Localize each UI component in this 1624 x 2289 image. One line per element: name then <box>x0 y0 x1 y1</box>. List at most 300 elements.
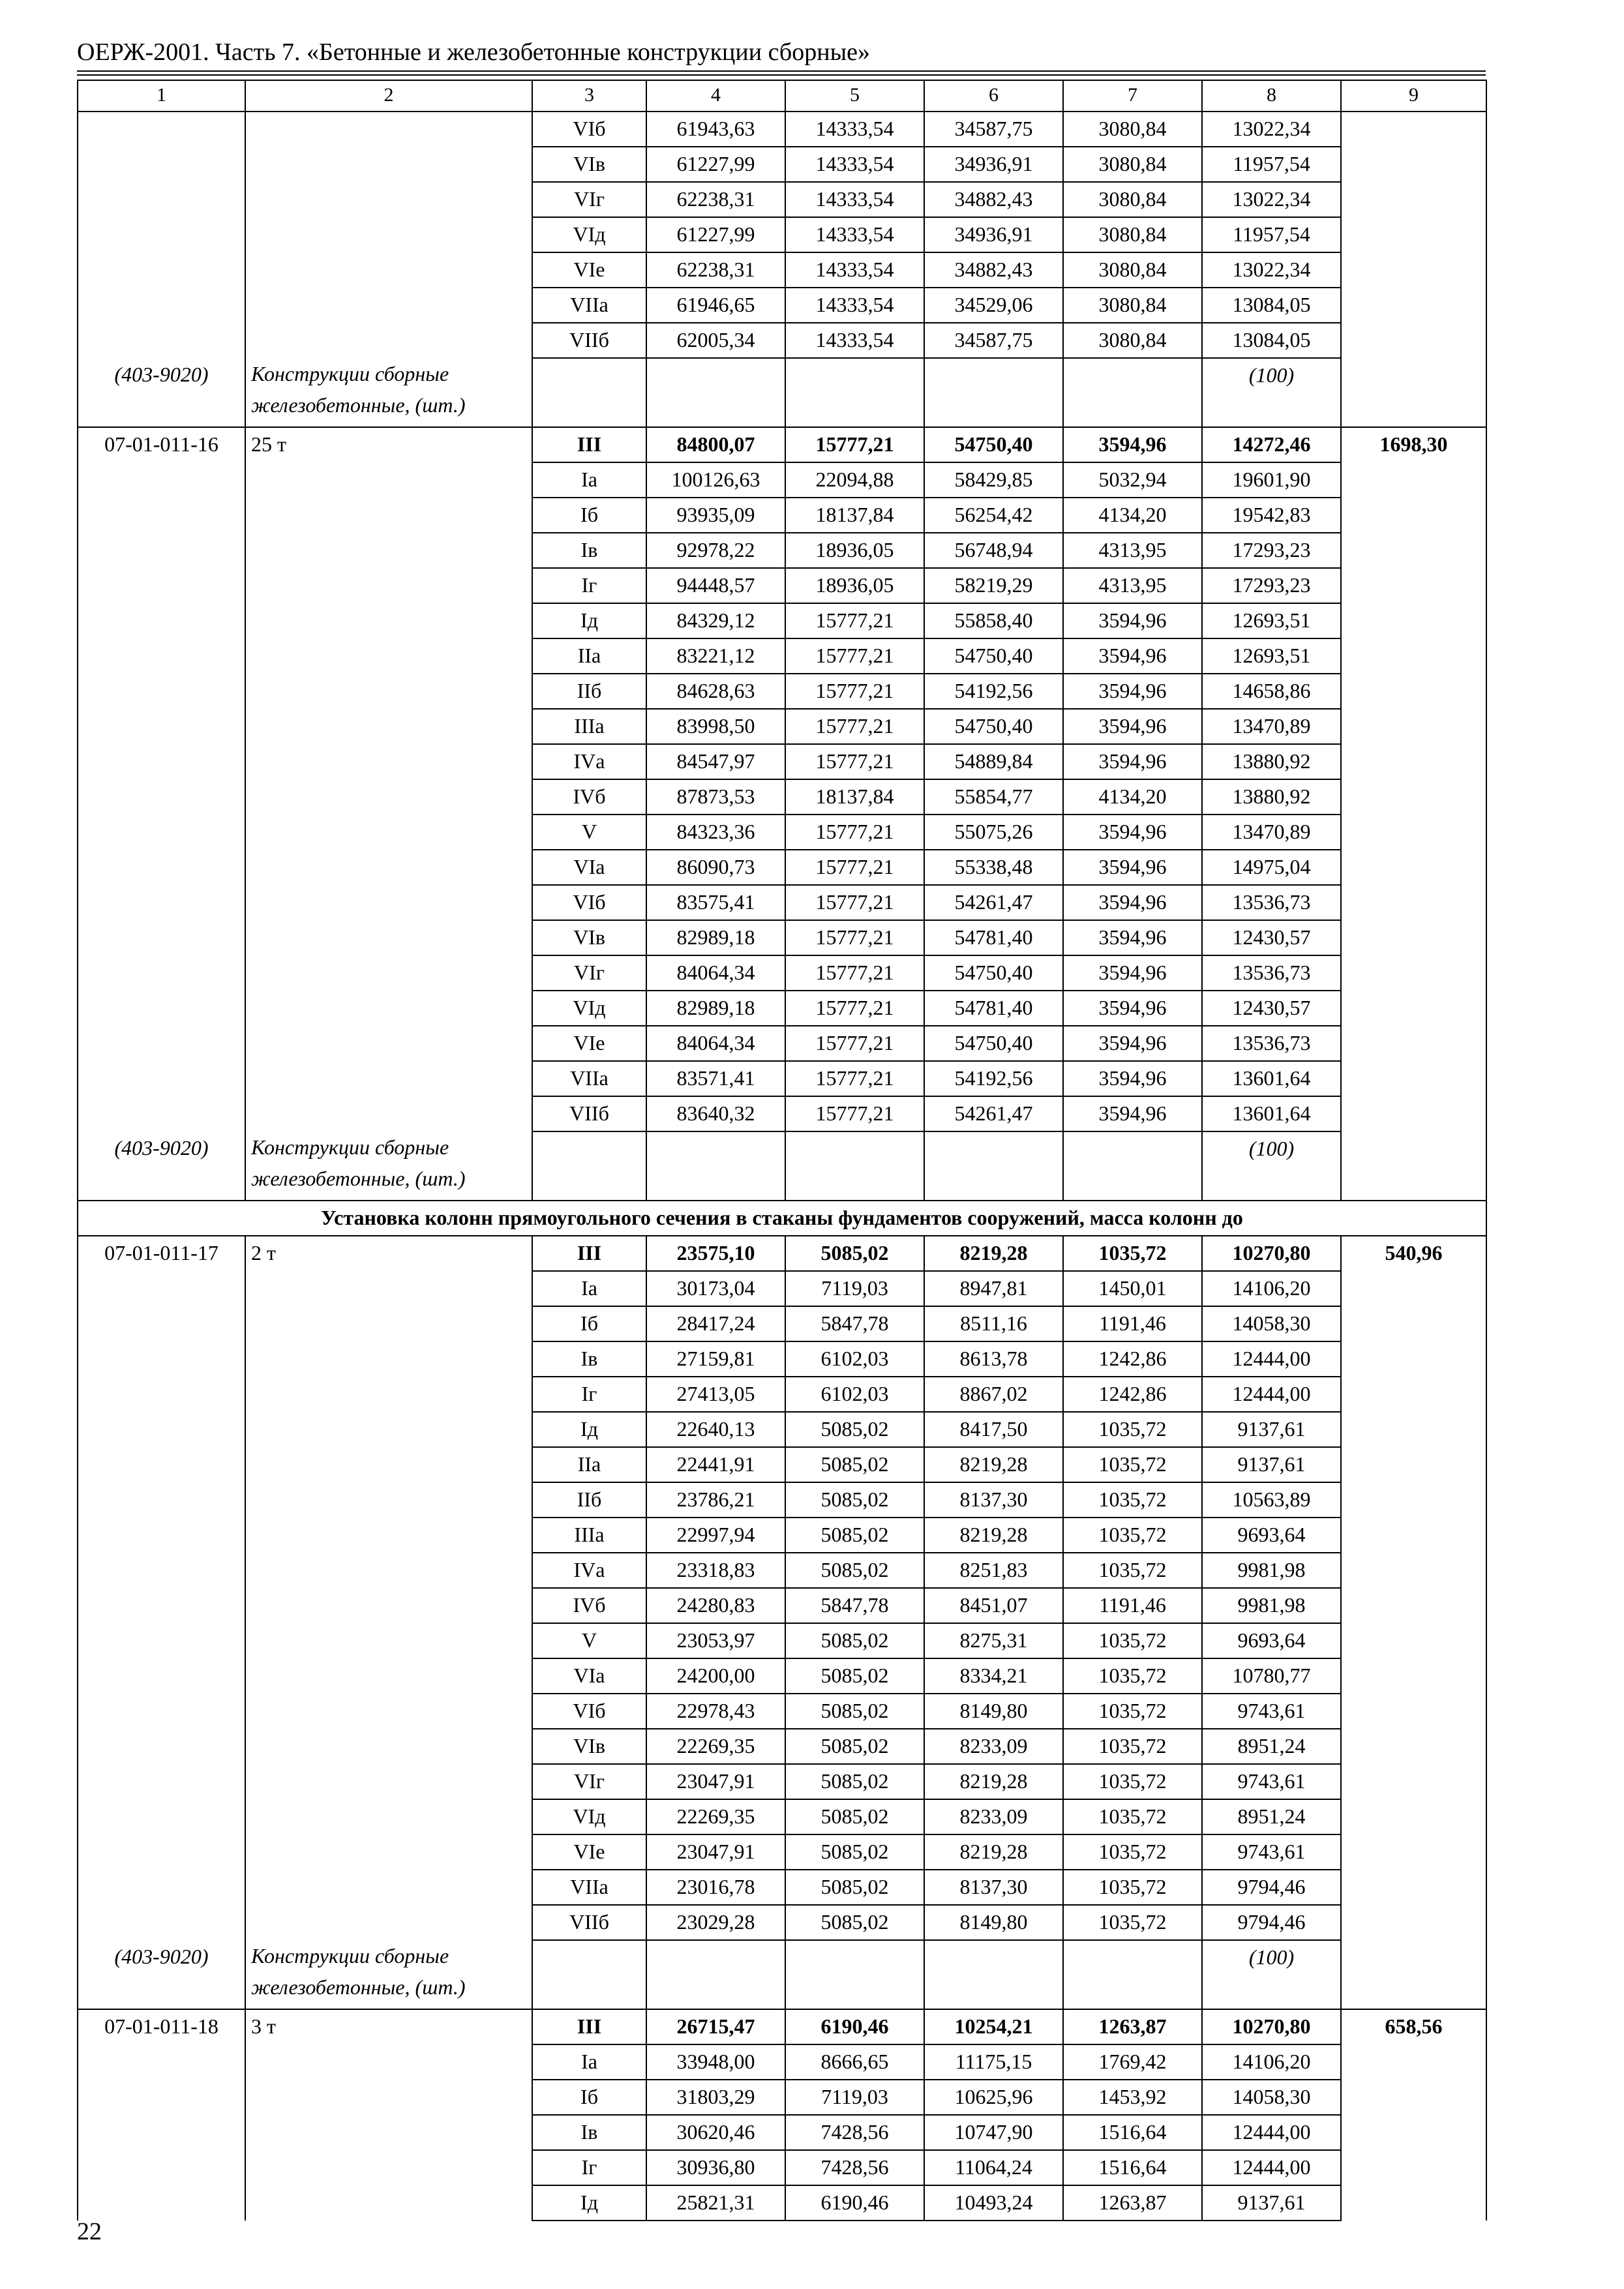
price-value: 10780,77 <box>1202 1658 1341 1694</box>
empty-cell <box>245 462 532 498</box>
price-value: 34587,75 <box>924 112 1063 147</box>
table-row <box>78 709 1486 744</box>
price-value: 8219,28 <box>924 1236 1063 1271</box>
resource-name-line: железобетонные, (шт.) <box>251 1975 466 1999</box>
price-value: 9743,61 <box>1202 1834 1341 1870</box>
price-value: 13880,92 <box>1202 744 1341 779</box>
empty-cell <box>245 533 532 568</box>
empty-cell <box>1341 885 1486 920</box>
table-row <box>78 288 1486 323</box>
empty-cell <box>245 1412 532 1447</box>
price-value: 61943,63 <box>646 112 785 147</box>
price-value: 8219,28 <box>924 1518 1063 1553</box>
empty-cell <box>245 1026 532 1061</box>
table-row <box>78 252 1486 288</box>
region-code: Iд <box>532 1412 646 1447</box>
empty-cell <box>78 288 245 323</box>
empty-cell <box>1341 1271 1486 1306</box>
table-row <box>78 920 1486 955</box>
price-value: 1242,86 <box>1063 1341 1202 1377</box>
price-value: 15777,21 <box>785 850 924 885</box>
price-value: 14333,54 <box>785 323 924 358</box>
price-value: 87873,53 <box>646 779 785 815</box>
price-value: 23575,10 <box>646 1236 785 1271</box>
table-row <box>78 182 1486 217</box>
empty-cell <box>78 1026 245 1061</box>
empty-cell <box>1063 1940 1202 2009</box>
empty-cell <box>1341 462 1486 498</box>
empty-cell <box>245 2080 532 2115</box>
price-value: 24200,00 <box>646 1658 785 1694</box>
price-value: 22997,94 <box>646 1518 785 1553</box>
empty-cell <box>646 1940 785 2009</box>
empty-cell <box>245 1096 532 1131</box>
empty-cell <box>78 1271 245 1306</box>
region-code: Iг <box>532 1377 646 1412</box>
empty-cell <box>1341 568 1486 603</box>
price-value: 13601,64 <box>1202 1061 1341 1096</box>
price-value: 1035,72 <box>1063 1412 1202 1447</box>
price-value: 8451,07 <box>924 1588 1063 1623</box>
empty-cell <box>245 288 532 323</box>
price-value: 54781,40 <box>924 991 1063 1026</box>
empty-cell <box>245 1658 532 1694</box>
region-code: Iа <box>532 2044 646 2080</box>
price-value: 14658,86 <box>1202 674 1341 709</box>
empty-cell <box>245 744 532 779</box>
price-value: 19542,83 <box>1202 498 1341 533</box>
empty-cell <box>1341 2150 1486 2185</box>
price-value: 9137,61 <box>1202 1447 1341 1482</box>
labor-value: 658,56 <box>1341 2009 1486 2044</box>
price-value: 5085,02 <box>785 1518 924 1553</box>
price-value: 12693,51 <box>1202 603 1341 638</box>
price-value: 14106,20 <box>1202 1271 1341 1306</box>
price-value: 14975,04 <box>1202 850 1341 885</box>
price-value: 4313,95 <box>1063 533 1202 568</box>
price-value: 3594,96 <box>1063 1096 1202 1131</box>
empty-cell <box>78 955 245 991</box>
empty-cell <box>245 1588 532 1623</box>
region-code: Iд <box>532 2185 646 2221</box>
region-code: IIIа <box>532 1518 646 1553</box>
price-value: 1035,72 <box>1063 1518 1202 1553</box>
empty-cell <box>1341 182 1486 217</box>
price-value: 1035,72 <box>1063 1764 1202 1799</box>
price-value: 11957,54 <box>1202 147 1341 182</box>
empty-cell <box>1341 991 1486 1026</box>
region-code: Iв <box>532 2115 646 2150</box>
table-row <box>78 1341 1486 1377</box>
price-value: 3080,84 <box>1063 288 1202 323</box>
price-value: 8417,50 <box>924 1412 1063 1447</box>
empty-cell <box>78 1482 245 1518</box>
empty-cell <box>646 358 785 427</box>
price-value: 3594,96 <box>1063 638 1202 674</box>
price-value: 8867,02 <box>924 1377 1063 1412</box>
empty-cell <box>1063 1131 1202 1201</box>
price-value: 12444,00 <box>1202 2115 1341 2150</box>
table-row <box>78 1026 1486 1061</box>
price-value: 84064,34 <box>646 1026 785 1061</box>
resource-quantity: (100) <box>1202 1131 1341 1201</box>
price-value: 7119,03 <box>785 1271 924 1306</box>
table-row <box>78 638 1486 674</box>
price-value: 15777,21 <box>785 885 924 920</box>
price-value: 23053,97 <box>646 1623 785 1658</box>
table-row <box>78 885 1486 920</box>
region-code: Iв <box>532 533 646 568</box>
price-value: 23047,91 <box>646 1834 785 1870</box>
empty-cell <box>78 1764 245 1799</box>
price-value: 34936,91 <box>924 147 1063 182</box>
price-value: 1453,92 <box>1063 2080 1202 2115</box>
table-row <box>78 779 1486 815</box>
price-value: 27159,81 <box>646 1341 785 1377</box>
price-value: 3080,84 <box>1063 112 1202 147</box>
empty-cell <box>1341 779 1486 815</box>
price-value: 1035,72 <box>1063 1834 1202 1870</box>
region-code: Iв <box>532 1341 646 1377</box>
price-value: 10270,80 <box>1202 1236 1341 1271</box>
table-row <box>78 1799 1486 1834</box>
price-value: 15777,21 <box>785 427 924 462</box>
header-rule <box>77 70 1486 72</box>
price-value: 3594,96 <box>1063 1026 1202 1061</box>
table-row <box>78 1412 1486 1447</box>
price-value: 7428,56 <box>785 2115 924 2150</box>
empty-cell <box>245 991 532 1026</box>
price-value: 4134,20 <box>1063 779 1202 815</box>
price-value: 10563,89 <box>1202 1482 1341 1518</box>
empty-cell <box>245 252 532 288</box>
price-value: 8219,28 <box>924 1834 1063 1870</box>
price-value: 12430,57 <box>1202 991 1341 1026</box>
price-value: 25821,31 <box>646 2185 785 2221</box>
region-code: VIд <box>532 217 646 252</box>
empty-cell <box>245 1377 532 1412</box>
table-row <box>78 1694 1486 1729</box>
region-code: VIв <box>532 147 646 182</box>
price-value: 5085,02 <box>785 1447 924 1482</box>
empty-cell <box>1341 1940 1486 2009</box>
price-value: 5085,02 <box>785 1799 924 1834</box>
resource-name-line: Конструкции сборные <box>251 1135 449 1159</box>
price-value: 12444,00 <box>1202 1377 1341 1412</box>
price-value: 23318,83 <box>646 1553 785 1588</box>
price-value: 58429,85 <box>924 462 1063 498</box>
table-row <box>78 1834 1486 1870</box>
price-value: 54750,40 <box>924 955 1063 991</box>
item-code: 07-01-011-18 <box>78 2009 245 2044</box>
price-value: 7428,56 <box>785 2150 924 2185</box>
empty-cell <box>1341 1905 1486 1940</box>
price-value: 5085,02 <box>785 1870 924 1905</box>
empty-cell <box>1341 744 1486 779</box>
empty-cell <box>78 638 245 674</box>
price-value: 54750,40 <box>924 1026 1063 1061</box>
empty-cell <box>245 603 532 638</box>
empty-cell <box>1341 2044 1486 2080</box>
price-value: 15777,21 <box>785 815 924 850</box>
empty-cell <box>245 1061 532 1096</box>
empty-cell <box>1341 533 1486 568</box>
price-value: 8511,16 <box>924 1306 1063 1341</box>
empty-cell <box>1341 1131 1486 1201</box>
region-code: IVб <box>532 779 646 815</box>
table-row <box>78 1518 1486 1553</box>
price-value: 8275,31 <box>924 1623 1063 1658</box>
price-value: 54781,40 <box>924 920 1063 955</box>
price-value: 3080,84 <box>1063 217 1202 252</box>
empty-cell <box>78 147 245 182</box>
resource-name-line: железобетонные, (шт.) <box>251 1167 466 1190</box>
table-row <box>78 991 1486 1026</box>
price-value: 62005,34 <box>646 323 785 358</box>
empty-cell <box>785 1131 924 1201</box>
empty-cell <box>78 1518 245 1553</box>
price-value: 83640,32 <box>646 1096 785 1131</box>
price-value: 23786,21 <box>646 1482 785 1518</box>
empty-cell <box>78 1096 245 1131</box>
empty-cell <box>245 1799 532 1834</box>
empty-cell <box>245 709 532 744</box>
price-value: 23047,91 <box>646 1764 785 1799</box>
price-value: 3594,96 <box>1063 1061 1202 1096</box>
price-value: 61227,99 <box>646 217 785 252</box>
price-value: 15777,21 <box>785 709 924 744</box>
table-row <box>78 1377 1486 1412</box>
price-value: 1516,64 <box>1063 2115 1202 2150</box>
empty-cell <box>78 1694 245 1729</box>
price-value: 9981,98 <box>1202 1588 1341 1623</box>
price-value: 13022,34 <box>1202 182 1341 217</box>
price-value: 9981,98 <box>1202 1553 1341 1588</box>
price-value: 54261,47 <box>924 885 1063 920</box>
section-heading-row <box>78 1201 1486 1236</box>
price-value: 54192,56 <box>924 1061 1063 1096</box>
price-value: 5085,02 <box>785 1694 924 1729</box>
empty-cell <box>78 182 245 217</box>
empty-cell <box>78 533 245 568</box>
region-code: VIе <box>532 252 646 288</box>
empty-cell <box>78 920 245 955</box>
resource-code: (403-9020) <box>78 358 245 427</box>
empty-cell <box>1341 850 1486 885</box>
price-value: 34936,91 <box>924 217 1063 252</box>
table-row <box>78 112 1486 147</box>
empty-cell <box>245 1341 532 1377</box>
price-value: 14333,54 <box>785 182 924 217</box>
empty-cell <box>78 323 245 358</box>
price-value: 56748,94 <box>924 533 1063 568</box>
price-value: 8613,78 <box>924 1341 1063 1377</box>
price-value: 9794,46 <box>1202 1905 1341 1940</box>
price-value: 8149,80 <box>924 1905 1063 1940</box>
empty-cell <box>924 1940 1063 2009</box>
empty-cell <box>245 498 532 533</box>
price-value: 1450,01 <box>1063 1271 1202 1306</box>
price-value: 82989,18 <box>646 920 785 955</box>
price-value: 8334,21 <box>924 1658 1063 1694</box>
region-code: IIб <box>532 674 646 709</box>
price-value: 15777,21 <box>785 955 924 991</box>
price-value: 18936,05 <box>785 533 924 568</box>
price-value: 22269,35 <box>646 1799 785 1834</box>
column-number: 1 <box>78 80 245 112</box>
empty-cell <box>78 1729 245 1764</box>
empty-cell <box>78 1870 245 1905</box>
empty-cell <box>245 147 532 182</box>
price-value: 5085,02 <box>785 1482 924 1518</box>
price-value: 3594,96 <box>1063 850 1202 885</box>
price-value: 15777,21 <box>785 603 924 638</box>
empty-cell <box>1341 2185 1486 2221</box>
empty-cell <box>924 1131 1063 1201</box>
empty-cell <box>1341 1623 1486 1658</box>
region-code: Iг <box>532 2150 646 2185</box>
price-value: 22269,35 <box>646 1729 785 1764</box>
empty-cell <box>78 1588 245 1623</box>
empty-cell <box>1341 498 1486 533</box>
empty-cell <box>78 1658 245 1694</box>
price-value: 11957,54 <box>1202 217 1341 252</box>
price-value: 15777,21 <box>785 1096 924 1131</box>
region-code: VIб <box>532 1694 646 1729</box>
price-value: 8219,28 <box>924 1447 1063 1482</box>
empty-cell <box>1341 2080 1486 2115</box>
price-value: 8251,83 <box>924 1553 1063 1588</box>
price-value: 17293,23 <box>1202 568 1341 603</box>
price-value: 18137,84 <box>785 498 924 533</box>
empty-cell <box>1341 709 1486 744</box>
rates-table <box>77 80 1487 2221</box>
empty-cell <box>1341 674 1486 709</box>
table-row <box>78 2115 1486 2150</box>
empty-cell <box>245 1834 532 1870</box>
empty-cell <box>78 2150 245 2185</box>
empty-cell <box>78 1834 245 1870</box>
region-code: VIIа <box>532 1870 646 1905</box>
empty-cell <box>1341 358 1486 427</box>
table-row <box>78 2044 1486 2080</box>
resource-row <box>78 358 1486 427</box>
region-code: Iа <box>532 1271 646 1306</box>
empty-cell <box>245 112 532 147</box>
table-row <box>78 1553 1486 1588</box>
empty-cell <box>1063 358 1202 427</box>
region-code: IVа <box>532 744 646 779</box>
empty-cell <box>245 779 532 815</box>
price-value: 5085,02 <box>785 1764 924 1799</box>
price-value: 83575,41 <box>646 885 785 920</box>
price-value: 14058,30 <box>1202 1306 1341 1341</box>
region-code: VIIб <box>532 1096 646 1131</box>
empty-cell <box>1341 1658 1486 1694</box>
empty-cell <box>1341 1694 1486 1729</box>
price-value: 5085,02 <box>785 1834 924 1870</box>
price-value: 1035,72 <box>1063 1694 1202 1729</box>
price-value: 1035,72 <box>1063 1870 1202 1905</box>
price-value: 13084,05 <box>1202 323 1341 358</box>
empty-cell <box>78 1412 245 1447</box>
empty-cell <box>1341 1482 1486 1518</box>
column-number: 9 <box>1341 80 1486 112</box>
empty-cell <box>1341 603 1486 638</box>
price-value: 24280,83 <box>646 1588 785 1623</box>
price-value: 3594,96 <box>1063 991 1202 1026</box>
table-row <box>78 533 1486 568</box>
price-value: 1035,72 <box>1063 1236 1202 1271</box>
price-value: 15777,21 <box>785 674 924 709</box>
empty-cell <box>78 815 245 850</box>
price-value: 3594,96 <box>1063 955 1202 991</box>
table-row <box>78 323 1486 358</box>
price-value: 28417,24 <box>646 1306 785 1341</box>
price-value: 14058,30 <box>1202 2080 1341 2115</box>
price-value: 84064,34 <box>646 955 785 991</box>
empty-cell <box>245 1729 532 1764</box>
table-row <box>78 1870 1486 1905</box>
region-code: VIIа <box>532 1061 646 1096</box>
price-value: 11175,15 <box>924 2044 1063 2080</box>
price-value: 9743,61 <box>1202 1694 1341 1729</box>
price-value: 54889,84 <box>924 744 1063 779</box>
table-row <box>78 1729 1486 1764</box>
empty-cell <box>1341 147 1486 182</box>
price-value: 8137,30 <box>924 1870 1063 1905</box>
price-value: 14106,20 <box>1202 2044 1341 2080</box>
empty-cell <box>646 1131 785 1201</box>
region-code: Iд <box>532 603 646 638</box>
resource-quantity: (100) <box>1202 358 1341 427</box>
empty-cell <box>245 920 532 955</box>
price-value: 55075,26 <box>924 815 1063 850</box>
price-value: 33948,00 <box>646 2044 785 2080</box>
price-value: 3594,96 <box>1063 427 1202 462</box>
region-code: VIг <box>532 955 646 991</box>
price-value: 3594,96 <box>1063 709 1202 744</box>
price-value: 3080,84 <box>1063 147 1202 182</box>
empty-cell <box>1341 1096 1486 1131</box>
region-code: VIб <box>532 885 646 920</box>
region-code: VIе <box>532 1834 646 1870</box>
empty-cell <box>245 1764 532 1799</box>
price-value: 3080,84 <box>1063 252 1202 288</box>
price-value: 3594,96 <box>1063 815 1202 850</box>
empty-cell <box>1341 1870 1486 1905</box>
price-value: 9693,64 <box>1202 1623 1341 1658</box>
price-value: 13084,05 <box>1202 288 1341 323</box>
price-value: 100126,63 <box>646 462 785 498</box>
resource-name <box>245 358 532 427</box>
region-code: IIб <box>532 1482 646 1518</box>
table-row <box>78 744 1486 779</box>
price-value: 9693,64 <box>1202 1518 1341 1553</box>
column-number: 3 <box>532 80 646 112</box>
empty-cell <box>78 1799 245 1834</box>
table-row <box>78 2150 1486 2185</box>
price-value: 5085,02 <box>785 1658 924 1694</box>
price-value: 12430,57 <box>1202 920 1341 955</box>
price-value: 18936,05 <box>785 568 924 603</box>
item-name: 2 т <box>245 1236 532 1271</box>
region-code: Iа <box>532 462 646 498</box>
price-value: 1035,72 <box>1063 1447 1202 1482</box>
price-value: 26715,47 <box>646 2009 785 2044</box>
empty-cell <box>1341 1026 1486 1061</box>
price-value: 6190,46 <box>785 2185 924 2221</box>
